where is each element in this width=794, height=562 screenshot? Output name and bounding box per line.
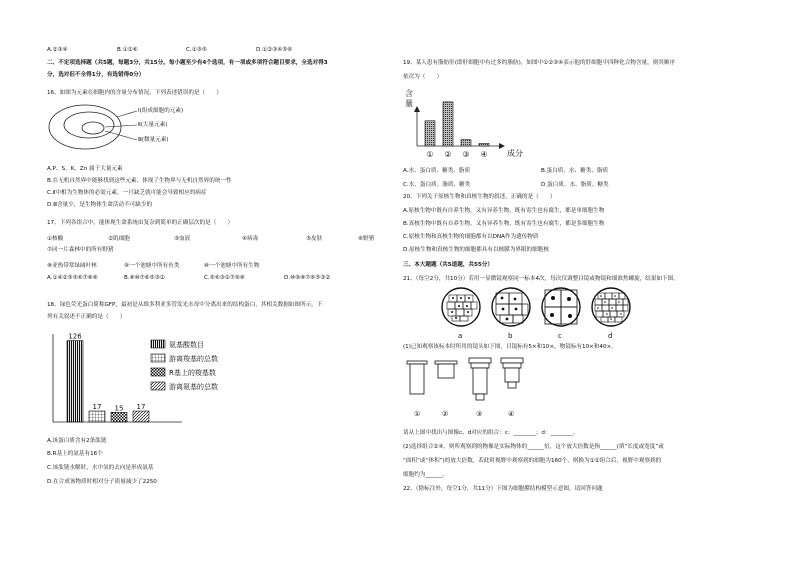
q17-item-5: ⑤皮肤 [306, 236, 323, 242]
lens-3 [469, 358, 491, 400]
q20-option-d: D.原核生物和真核生物的细胞都具有以核膜为界限的细胞核 [403, 247, 549, 253]
lens-label-3: ③ [476, 410, 483, 418]
q19-bar-chart [403, 86, 543, 160]
category-label-3: ③ [462, 150, 470, 159]
y-label-1: 含 [405, 89, 413, 98]
q16-element-diagram [47, 100, 227, 158]
view-label-a: a [458, 332, 463, 340]
q19-option-a: A.水、蛋白质、糖类、脂质 [403, 168, 471, 174]
q18-option-d: D.在合成该物质时相对分子质量减少了2250 [47, 479, 157, 485]
q17-option-c: C.⑤⑥③②⑦⑨⑧ [204, 275, 245, 281]
q17-item-10: ⑩一个池塘中所有生物 [204, 263, 260, 269]
q16-label-3: Ⅲ(微量元素) [138, 137, 169, 143]
q15-option-d: D.①②③④⑤⑥ [256, 47, 293, 53]
q16-option-c: C.Ⅱ中相为生物体的必需元素，一旦缺乏就可能会导致相应的病症 [47, 190, 207, 196]
q17-item-3: ③血液 [174, 236, 191, 242]
q15-option-a: A.②③④ [47, 47, 68, 53]
q15-option-b: B.①②⑥ [117, 47, 138, 53]
legend-swatch-1 [151, 340, 165, 348]
q21-ask-1: 请从上图中找出与图像c、d对应的组合：c：________；d：________。 [403, 430, 579, 436]
q20-option-b: B.真核生物中既有自养生物，又有异养生物，既有寄生也有腐生，都是多细胞生物 [403, 221, 605, 227]
legend-label-4: 游离氨基的总数 [169, 383, 218, 391]
q17-item-7: ⑦同一片森林中的所有野猪 [47, 247, 114, 253]
q18-option-c: C.该肽链水解时，水中氢的去向是形成氨基 [47, 465, 154, 471]
q21-ask-4: 细胞约为______。 [403, 472, 448, 478]
bar-2 [89, 411, 105, 422]
q15-option-c: C.①③⑤ [186, 47, 207, 53]
category-label-1: ① [426, 150, 434, 159]
bar-2 [443, 102, 453, 146]
bar-value-label-2: 17 [92, 403, 102, 412]
q16-label-1: Ⅰ(组成细胞的元素) [138, 108, 184, 114]
legend-label-3: R基上的羧基数 [169, 369, 216, 377]
q16-option-a: A.P、S、K、Zn 属于大量元素 [47, 166, 123, 172]
legend-label-2: 游离羧基的总数 [169, 355, 218, 363]
q17-option-b: B.⑧⑩⑦⑥⑤③② [124, 275, 165, 281]
q16-label-2: Ⅱ(大量元素) [138, 122, 168, 128]
q21-stem: 21、（每空2分，共10分）若用一显微镜观察同一标本4次，每次仅调整目镜或物镜和细准焦螺旋，结果如下图。 [403, 276, 679, 282]
lens-1 [407, 361, 427, 394]
q21-ask-2: (2)选择组合②④，则所观察到的物像是实际物体的______倍，这个放大倍数是指______(填“长度或宽度”或 [403, 444, 664, 450]
x-axis-title: 成分 [507, 149, 523, 158]
legend-swatch-4 [151, 382, 165, 390]
q16-option-b: B.在无机自然界中能够找到这些元素，体现了生物界与无机自然界的统一性 [47, 178, 232, 184]
lens-label-4: ④ [508, 410, 515, 418]
view-label-c: c [558, 332, 562, 340]
legend-label-1: 氨基酸数目 [169, 341, 204, 349]
category-label-4: ④ [480, 150, 488, 159]
q17-item-9: ⑨一个池塘中所有鱼类 [124, 263, 180, 269]
q17-item-8: ⑧亚热带常绿阔叶林 [47, 263, 97, 269]
q19-option-d: D.蛋白质、水、脂质、糖类 [541, 182, 609, 188]
view-label-b: b [508, 332, 513, 340]
q20-option-c: C.原核生物和真核生物的细胞都有以DNA作为遗传物质 [403, 234, 539, 240]
q22-stem: 22、（除标注外，每空1分，共11分）下图为细胞膜结构模型示意图，请回答问题 [403, 486, 603, 492]
q17-item-2: ②肌细胞 [108, 236, 130, 242]
lens-4 [501, 358, 523, 388]
y-label-2: 量 [405, 99, 413, 108]
q19-stem: 19、某人患有脂肪肝(即肝细胞中有过多的脂肪)，如图中①②③④表示他的肝细胞中四种化合物含量，则其顺序 [403, 60, 676, 66]
view-a [442, 288, 480, 326]
q17-option-d: D.⑩⑨⑧⑦⑥⑤③② [284, 275, 331, 281]
outer-ellipse [49, 105, 121, 149]
q17-stem: 17、下列各组合中，能体现生命系统由复杂到简单的正确层次的是（ ） [47, 220, 234, 226]
q17-option-a: A.①④②③⑤⑥⑦⑧⑨ [47, 275, 98, 281]
q21-ask-3: “面积”或“体积”)的放大倍数，若此时视野中观察到的细胞为160个，则换为①②组合后，视野中观察到的 [403, 458, 662, 464]
bar-1 [425, 121, 435, 146]
q21-microscope-views [440, 286, 640, 340]
lens-2 [435, 361, 457, 378]
q18-stem-cont: 列有关叙述不正确的是（ ） [47, 314, 126, 320]
inner-ellipse [82, 122, 104, 134]
view-c [542, 288, 580, 326]
q19-option-b: B.蛋白质、水、糖类、脂质 [541, 168, 609, 174]
section2-title-cont: 分，选对但不全得1分，有选错得0分） [47, 72, 145, 78]
bar-value-label-3: 15 [114, 404, 124, 413]
q21-lenses [403, 356, 553, 420]
bar-4 [479, 143, 489, 146]
legend-swatch-2 [151, 354, 165, 362]
q18-option-a: A.该蛋白质含有2条肽链 [47, 438, 107, 444]
bar-3 [111, 412, 127, 422]
q19-option-c: C.水、蛋白质、脂质、糖类 [403, 182, 471, 188]
section2-title: 二、不定项选择题（共5题，每题3分，共15分。每小题至少有4个选项，有一项或多项符合题目要求，全选对得3 [47, 60, 328, 66]
bar-3 [461, 140, 471, 146]
view-label-d: d [608, 332, 613, 340]
legend-swatch-3 [151, 368, 165, 376]
q21-note: (1)已知观察该标本时所用的镜头如下图，目镜标有5×和10×，物镜标有10×和40×。 [403, 344, 617, 350]
bar-1 [67, 341, 83, 422]
lens-label-1: ① [414, 410, 421, 418]
q17-item-6: ⑥野猪 [358, 236, 375, 242]
lens-label-2: ② [442, 410, 449, 418]
view-d [592, 288, 630, 326]
q19-stem-cont: 依次为（ ） [403, 74, 443, 80]
bar-4 [133, 411, 149, 422]
q20-stem: 20、下列关于原核生物和真核生物的叙述，正确的是（ ） [403, 194, 556, 200]
bar-value-label-1: 126 [68, 332, 82, 341]
category-label-2: ② [444, 150, 452, 159]
q16-option-d: D.Ⅲ含量少，是生物体生命活动不可缺少的 [47, 202, 153, 208]
q20-option-a: A.原核生物中既有自养生物，又有异养生物，既有寄生也有腐生，都是单细胞生物 [403, 208, 605, 214]
q16-stem: 16、如图为元素在细胞内的含量分布情况，下列表述错误的是（ ） [47, 90, 222, 96]
q18-stem: 18、绿色荧光蛋白简称GFP，最初是从维多利亚多管发光水母中分离出来的结构蛋白，其相关数据如图所示，下 [47, 302, 323, 308]
q18-bar-chart [47, 330, 287, 428]
bar-value-label-4: 17 [136, 403, 146, 412]
middle-ellipse [64, 112, 114, 138]
right-column [400, 0, 794, 562]
q18-option-b: B.R基上的氨基有16个 [47, 451, 103, 457]
view-b [492, 288, 530, 326]
section3-title: 三、本大题题（共5道题，共55分） [403, 262, 493, 268]
q17-item-4: ④病毒 [242, 236, 259, 242]
q17-item-1: ①核酸 [47, 236, 64, 242]
